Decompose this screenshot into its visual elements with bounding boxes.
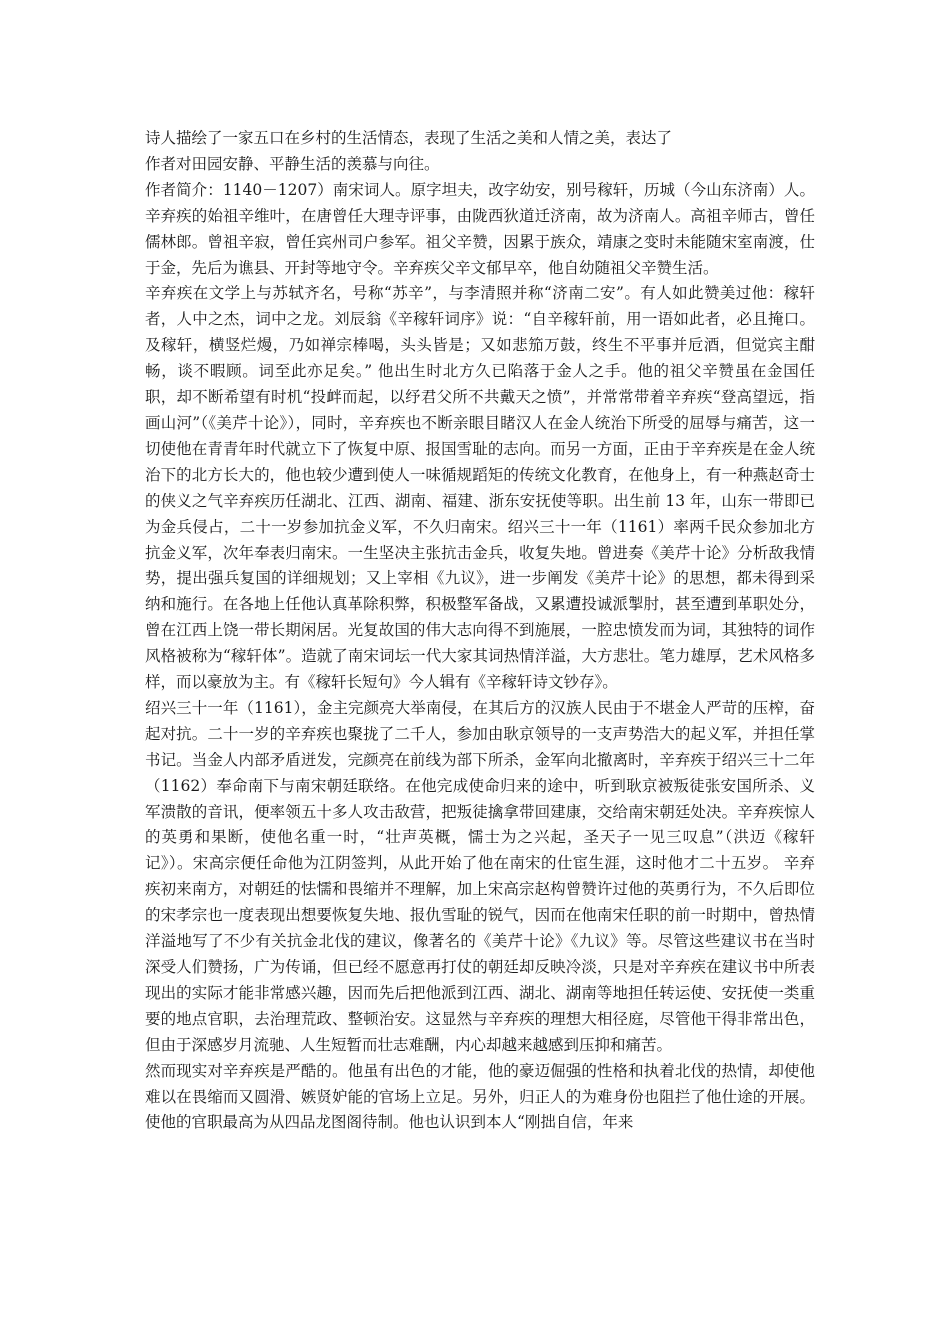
paragraph-literary-status: 辛弃疾在文学上与苏轼齐名，号称“苏辛”，与李清照并称“济南二安”。有人如此赞美过他：稼轩者，人中之杰，词中之龙。刘辰翁《辛稼轩词序》说：“自辛稼轩前，用一语如此者，必且掩口。及稼轩，横竖烂熳，乃如禅宗棒喝，头头皆是；又如悲笳万鼓，终生不平事并卮酒，但觉宾主酣畅，谈不暇顾。词至此亦足矣。” 他出生时北方久已陷落于金人之手。他的祖父辛赞虽在金国任职，却不断希望有时机“投衅而起，以纾君父所不共戴天之愤”，并常常带着辛弃疾“登高望远，指画山河”（《美芹十论》），同时，辛弃疾也不断亲眼目睹汉人在金人统治下所受的屈辱与痛苦，这一切使他在青青年时代就立下了恢复中原、报国雪耻的志向。而另一方面，正由于辛弃疾是在金人统治下的北方长大的，他也较少遭到使人一味循规蹈矩的传统文化教育，在他身上，有一种燕赵奇士的侠义之气辛弃疾历任湖北、江西、湖南、福建、浙东安抚使等职。出生前 13 年，山东一带即已为金兵侵占，二十一岁参加抗金义军，不久归南宋。绍兴三十一年（1161）率两千民众参加北方抗金义军，次年奉表归南宋。一生坚决主张抗击金兵，收复失地。曾进奏《美芹十论》分析敌我情势，提出强兵复国的详细规划；又上宰相《九议》，进一步阐发《美芹十论》的思想，都未得到采纳和施行。在各地上任他认真革除积弊，积极整军备战，又累遭投诚派掣肘，甚至遭到革职处分，曾在江西上饶一带长期闲居。光复故国的伟大志向得不到施展，一腔忠愤发而为词，其独特的词作风格被称为“稼轩体”。造就了南宋词坛一代大家其词热情洋溢，大方悲壮。笔力雄厚，艺术风格多样，而以豪放为主。有《稼轩长短句》今人辑有《辛稼轩诗文钞存》。 — [145, 284, 815, 692]
paragraph-2: 作者对田园安静、平静生活的羡慕与向往。 — [145, 154, 440, 173]
paragraph-author-intro: 作者简介：1140－1207）南宋词人。原字坦夫，改字幼安，别号稼轩，历城（今山东济南）人。 辛弃疾的始祖辛维叶，在唐曾任大理寺评事，由陇西狄道迁济南，故为济南人。高祖辛师古，曾任儒林郎。曾祖辛寂，曾任宾州司户参军。祖父辛赞，因累于族众，靖康之变时未能随宋室南渡，仕于金，先后为谯县、开封等地守令。辛弃疾父辛文郁早卒，他自幼随祖父辛赞生活。 — [145, 180, 815, 277]
document-body — [145, 126, 815, 1136]
paragraph-shaoxing-uprising: 绍兴三十一年（1161），金主完颜亮大举南侵，在其后方的汉族人民由于不堪金人严苛的压榨，奋起对抗。二十一岁的辛弃疾也聚拢了二千人，参加由耿京领导的一支声势浩大的起义军，并担任掌书记。当金人内部矛盾迸发，完颜亮在前线为部下所杀，金军向北撤离时，辛弃疾于绍兴三十二年（1162）奉命南下与南宋朝廷联络。在他完成使命归来的途中，听到耿京被叛徒张安国所杀、义军溃散的音讯，便率领五十多人攻击敌营，把叛徒擒拿带回建康，交给南宋朝廷处决。辛弃疾惊人的英勇和果断，使他名重一时，“壮声英概，懦士为之兴起，圣天子一见三叹息”（洪迈《稼轩记》）。宋高宗便任命他为江阴签判，从此开始了他在南宋的仕宦生涯，这时他才二十五岁。 辛弃疾初来南方，对朝廷的怯懦和畏缩并不理解，加上宋高宗赵构曾赞许过他的英勇行为，不久后即位的宋孝宗也一度表现出想要恢复失地、报仇雪耻的锐气，因而在他南宋任职的前一时期中，曾热情洋溢地写了不少有关抗金北伐的建议，像著名的《美芹十论》《九议》等。尽管这些建议书在当时深受人们赞扬，广为传诵，但已经不愿意再打仗的朝廷却反映冷淡，只是对辛弃疾在建议书中所表现出的实际才能非常感兴趣，因而先后把他派到江西、湖北、湖南等地担任转运使、安抚使一类重要的地点官职，去治理荒政、整顿治安。这显然与辛弃疾的理想大相径庭，尽管他干得非常出色，但由于深感岁月流驰、人生短暂而壮志难酬，内心却越来越感到压抑和痛苦。 — [145, 698, 815, 1054]
paragraph-harsh-reality: 然而现实对辛弃疾是严酷的。他虽有出色的才能，他的豪迈倔强的性格和执着北伐的热情，却使他难以在畏缩而又圆滑、嫉贤妒能的官场上立足。另外，归正人的为难身份也阻拦了他仕途的开展。使他的官职最高为从四品龙图阁待制。他也认识到本人“刚拙自信，年来 — [145, 1061, 815, 1132]
paragraph-1: 诗人描绘了一家五口在乡村的生活情态，表现了生活之美和人情之美，表达了 — [145, 129, 673, 147]
